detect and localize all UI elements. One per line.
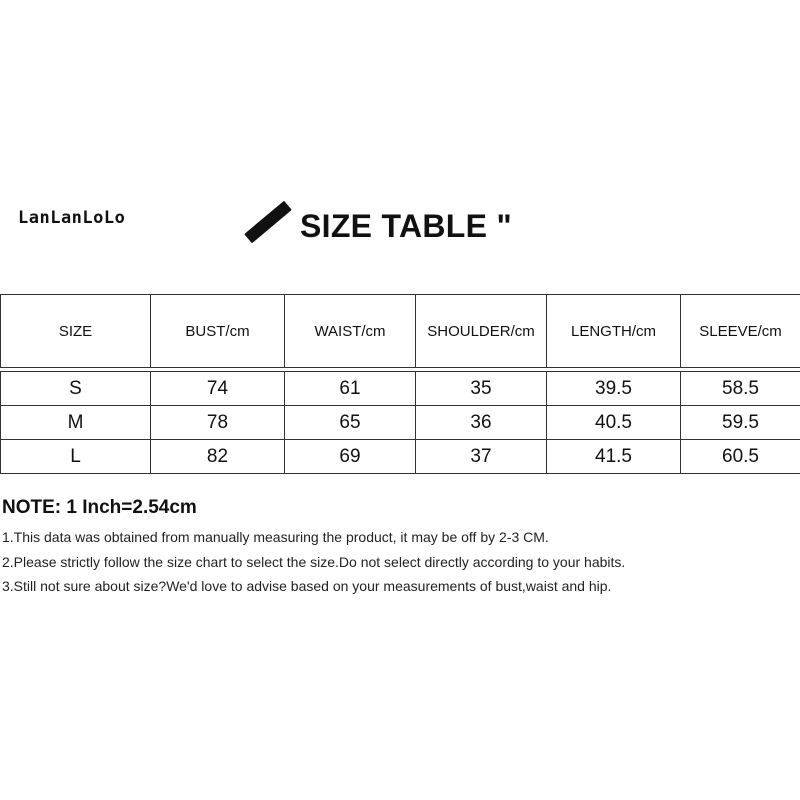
table-cell: S xyxy=(1,372,151,406)
header-shoulder: SHOULDER/cm xyxy=(416,295,547,368)
table-cell: 74 xyxy=(151,372,285,406)
header-length: LENGTH/cm xyxy=(547,295,681,368)
table-cell: 61 xyxy=(285,372,416,406)
page-title: SIZE TABLE " xyxy=(300,208,512,244)
table-cell: 40.5 xyxy=(547,406,681,440)
header-bust: BUST/cm xyxy=(151,295,285,368)
note-line-3: 3.Still not sure about size?We'd love to advise based on your measurements of bust,waist and hip. xyxy=(2,578,612,594)
table-cell: 41.5 xyxy=(547,440,681,474)
note-title: NOTE: 1 Inch=2.54cm xyxy=(2,497,197,518)
table-cell: 69 xyxy=(285,440,416,474)
note-line-2: 2.Please strictly follow the size chart to select the size.Do not select directly according to your habits. xyxy=(2,554,626,570)
table-cell: 60.5 xyxy=(681,440,800,474)
size-table xyxy=(0,294,800,474)
header-size: SIZE xyxy=(1,295,151,368)
table-cell: 65 xyxy=(285,406,416,440)
table-cell: 36 xyxy=(416,406,547,440)
table-row xyxy=(1,372,800,406)
table-cell: 39.5 xyxy=(547,372,681,406)
table-cell: M xyxy=(1,406,151,440)
table-row xyxy=(1,440,800,474)
table-cell: 82 xyxy=(151,440,285,474)
table-cell: 35 xyxy=(416,372,547,406)
table-cell: 78 xyxy=(151,406,285,440)
table-cell: 37 xyxy=(416,440,547,474)
brand-logo: LanLanLoLo xyxy=(18,208,126,228)
header-waist: WAIST/cm xyxy=(285,295,416,368)
note-line-1: 1.This data was obtained from manually measuring the product, it may be off by 2-3 CM. xyxy=(2,529,549,545)
table-row xyxy=(1,406,800,440)
slash-decoration xyxy=(244,201,292,244)
table-cell: 58.5 xyxy=(681,372,800,406)
table-cell: L xyxy=(1,440,151,474)
header-sleeve: SLEEVE/cm xyxy=(681,295,800,368)
table-cell: 59.5 xyxy=(681,406,800,440)
table-header-row xyxy=(1,295,800,368)
